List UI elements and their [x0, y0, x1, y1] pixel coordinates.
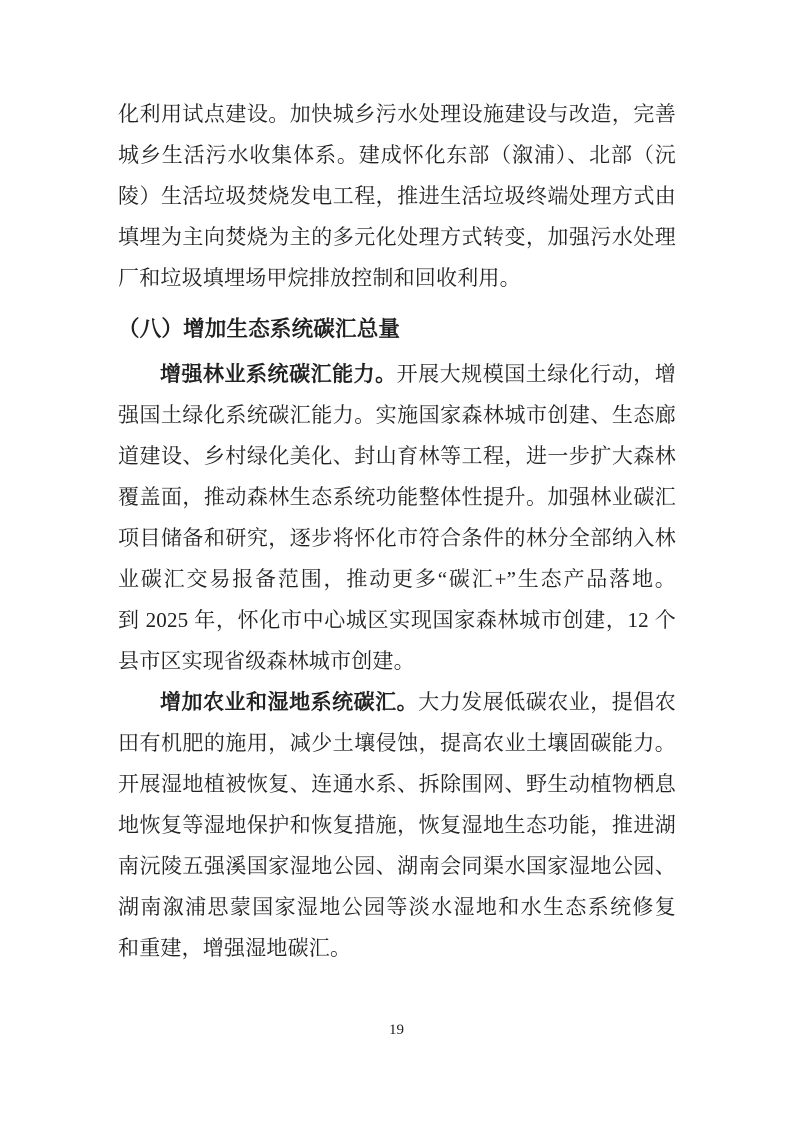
text-line: 填埋为主向焚烧为主的多元化处理方式转变，加强污水处理 — [118, 225, 676, 249]
paragraph — [118, 354, 676, 682]
text-line: 增加农业和湿地系统碳汇。大力发展低碳农业，提倡农 — [160, 690, 676, 714]
text-line: 和重建，增强湿地碳汇。 — [118, 936, 352, 960]
text-line: 业碳汇交易报备范围，推动更多“碳汇+”生态产品落地。 — [118, 567, 676, 591]
document-text — [118, 94, 676, 969]
text-line: 到 2025 年，怀化市中心城区实现国家森林城市创建，12 个 — [118, 608, 676, 632]
paragraph-lead: 增加农业和湿地系统碳汇。 — [160, 691, 419, 714]
text-line: 县市区实现省级森林城市创建。 — [118, 649, 415, 673]
text-line: 厂和垃圾填埋场甲烷排放控制和回收利用。 — [118, 266, 521, 290]
paragraph — [118, 94, 676, 299]
text-line: 项目储备和研究，逐步将怀化市符合条件的林分全部纳入林 — [118, 526, 676, 550]
paragraph — [118, 682, 676, 969]
text-line: 增强林业系统碳汇能力。开展大规模国土绿化行动，增 — [160, 362, 676, 386]
text-line: 地恢复等湿地保护和恢复措施，恢复湿地生态功能，推进湖 — [118, 813, 676, 837]
text-line: 化利用试点建设。加快城乡污水处理设施建设与改造，完善 — [118, 102, 676, 126]
page-number: 19 — [389, 1022, 404, 1038]
text-line: 道建设、乡村绿化美化、封山育林等工程，进一步扩大森林 — [118, 444, 676, 468]
text-line: 田有机肥的施用，减少土壤侵蚀，提高农业土壤固碳能力。 — [118, 731, 676, 755]
text-line: 强国土绿化系统碳汇能力。实施国家森林城市创建、生态廊 — [118, 403, 676, 427]
paragraph-lead: 增强林业系统碳汇能力。 — [160, 363, 397, 386]
text-line: 湖南溆浦思蒙国家湿地公园等淡水湿地和水生态系统修复 — [118, 895, 676, 919]
text-line: 陵）生活垃圾焚烧发电工程，推进生活垃圾终端处理方式由 — [118, 184, 676, 208]
text-line: 覆盖面，推动森林生态系统功能整体性提升。加强林业碳汇 — [118, 485, 676, 509]
text-line: 南沅陵五强溪国家湿地公园、湖南会同渠水国家湿地公园、 — [118, 854, 676, 878]
text-line: 开展湿地植被恢复、连通水系、拆除围网、野生动植物栖息 — [118, 772, 676, 796]
section-heading: （八）增加生态系统碳汇总量 — [118, 317, 401, 341]
text-line: 城乡生活污水收集体系。建成怀化东部（溆浦）、北部（沅 — [118, 143, 676, 167]
